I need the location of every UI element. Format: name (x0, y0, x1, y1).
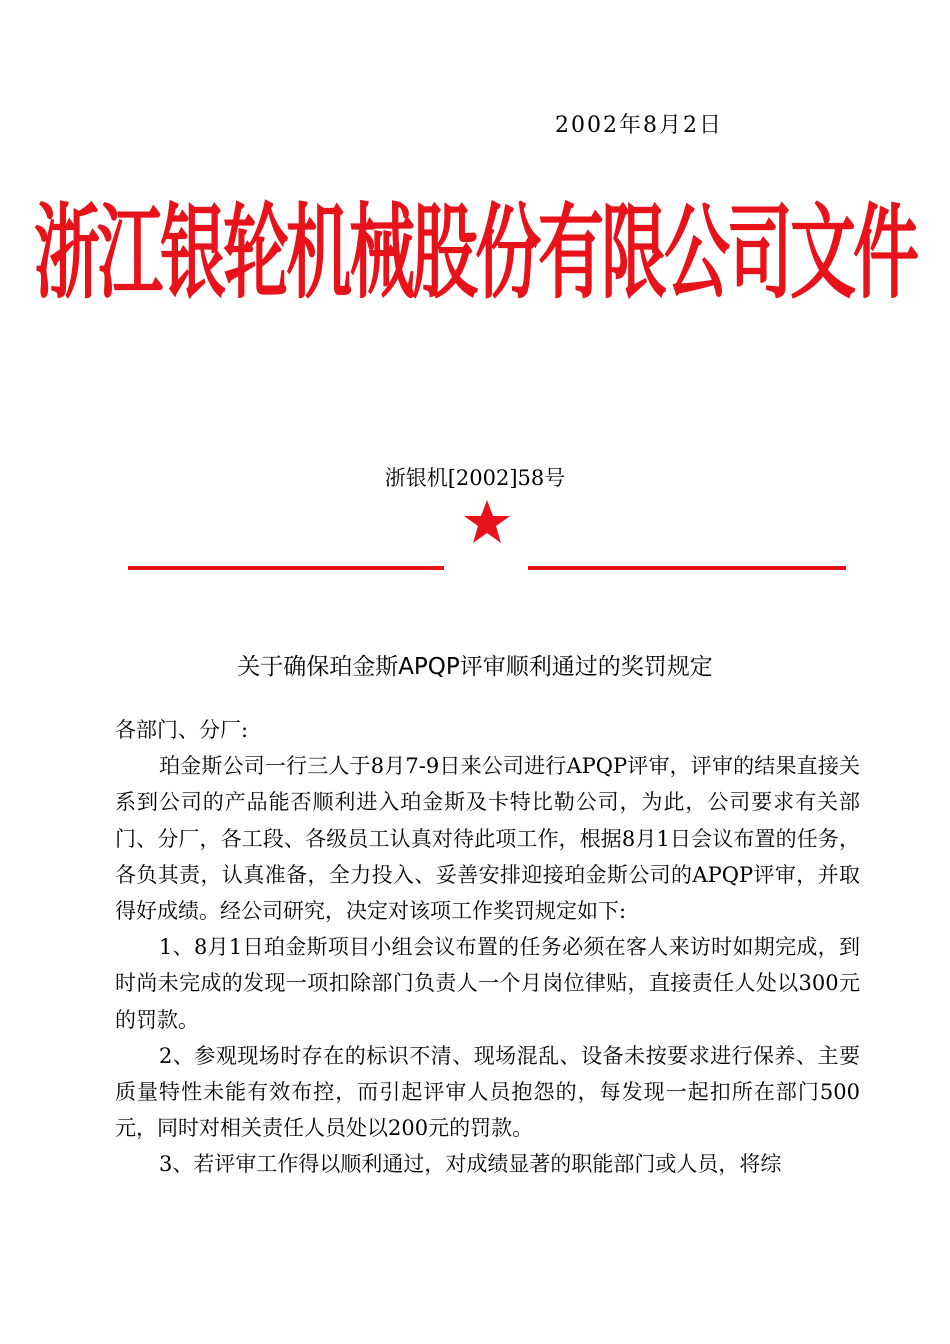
star-icon (462, 498, 512, 546)
document-body (115, 712, 860, 1183)
document-number: 浙银机[2002]58号 (384, 466, 566, 490)
paragraph-rule-1: 1、8月1日珀金斯项目小组会议布置的任务必须在客人来访时如期完成，到时尚未完成的发现一项扣除部门负责人一个月岗位律贴，直接责任人处以300元的罚款。 (115, 935, 860, 1032)
red-rule-right (528, 566, 846, 570)
document-title: 关于确保珀金斯APQP评审顺利通过的奖罚规定 (237, 654, 713, 680)
paragraph-intro: 珀金斯公司一行三人于8月7-9日来公司进行APQP评审，评审的结果直接关系到公司的产品能否顺利进入珀金斯及卡特比勒公司，为此，公司要求有关部门、分厂，各工段、各级员工认真对待此项工作，根据8月1日会议布置的任务，各负其责，认真准备，全力投入、妥善安排迎接珀金斯公司的APQP评审，并取得好成绩。经公司研究，决定对该项工作奖罚规定如下: (115, 754, 860, 924)
masthead-title: 浙江银轮机械股份有限公司文件 (34, 193, 916, 313)
salutation: 各部门、分厂: (115, 718, 249, 742)
paragraph-rule-3: 3、若评审工作得以顺利通过，对成绩显著的职能部门或人员，将综 (159, 1152, 782, 1177)
red-rule-left (128, 566, 444, 570)
document-date: 2002年8月2日 (555, 113, 723, 138)
paragraph-rule-2: 2、参观现场时存在的标识不清、现场混乱、设备未按要求进行保养、主要质量特性未能有效布控，而引起评审人员抱怨的，每发现一起扣所在部门500元，同时对相关责任人员处以200元的罚款。 (115, 1043, 860, 1141)
